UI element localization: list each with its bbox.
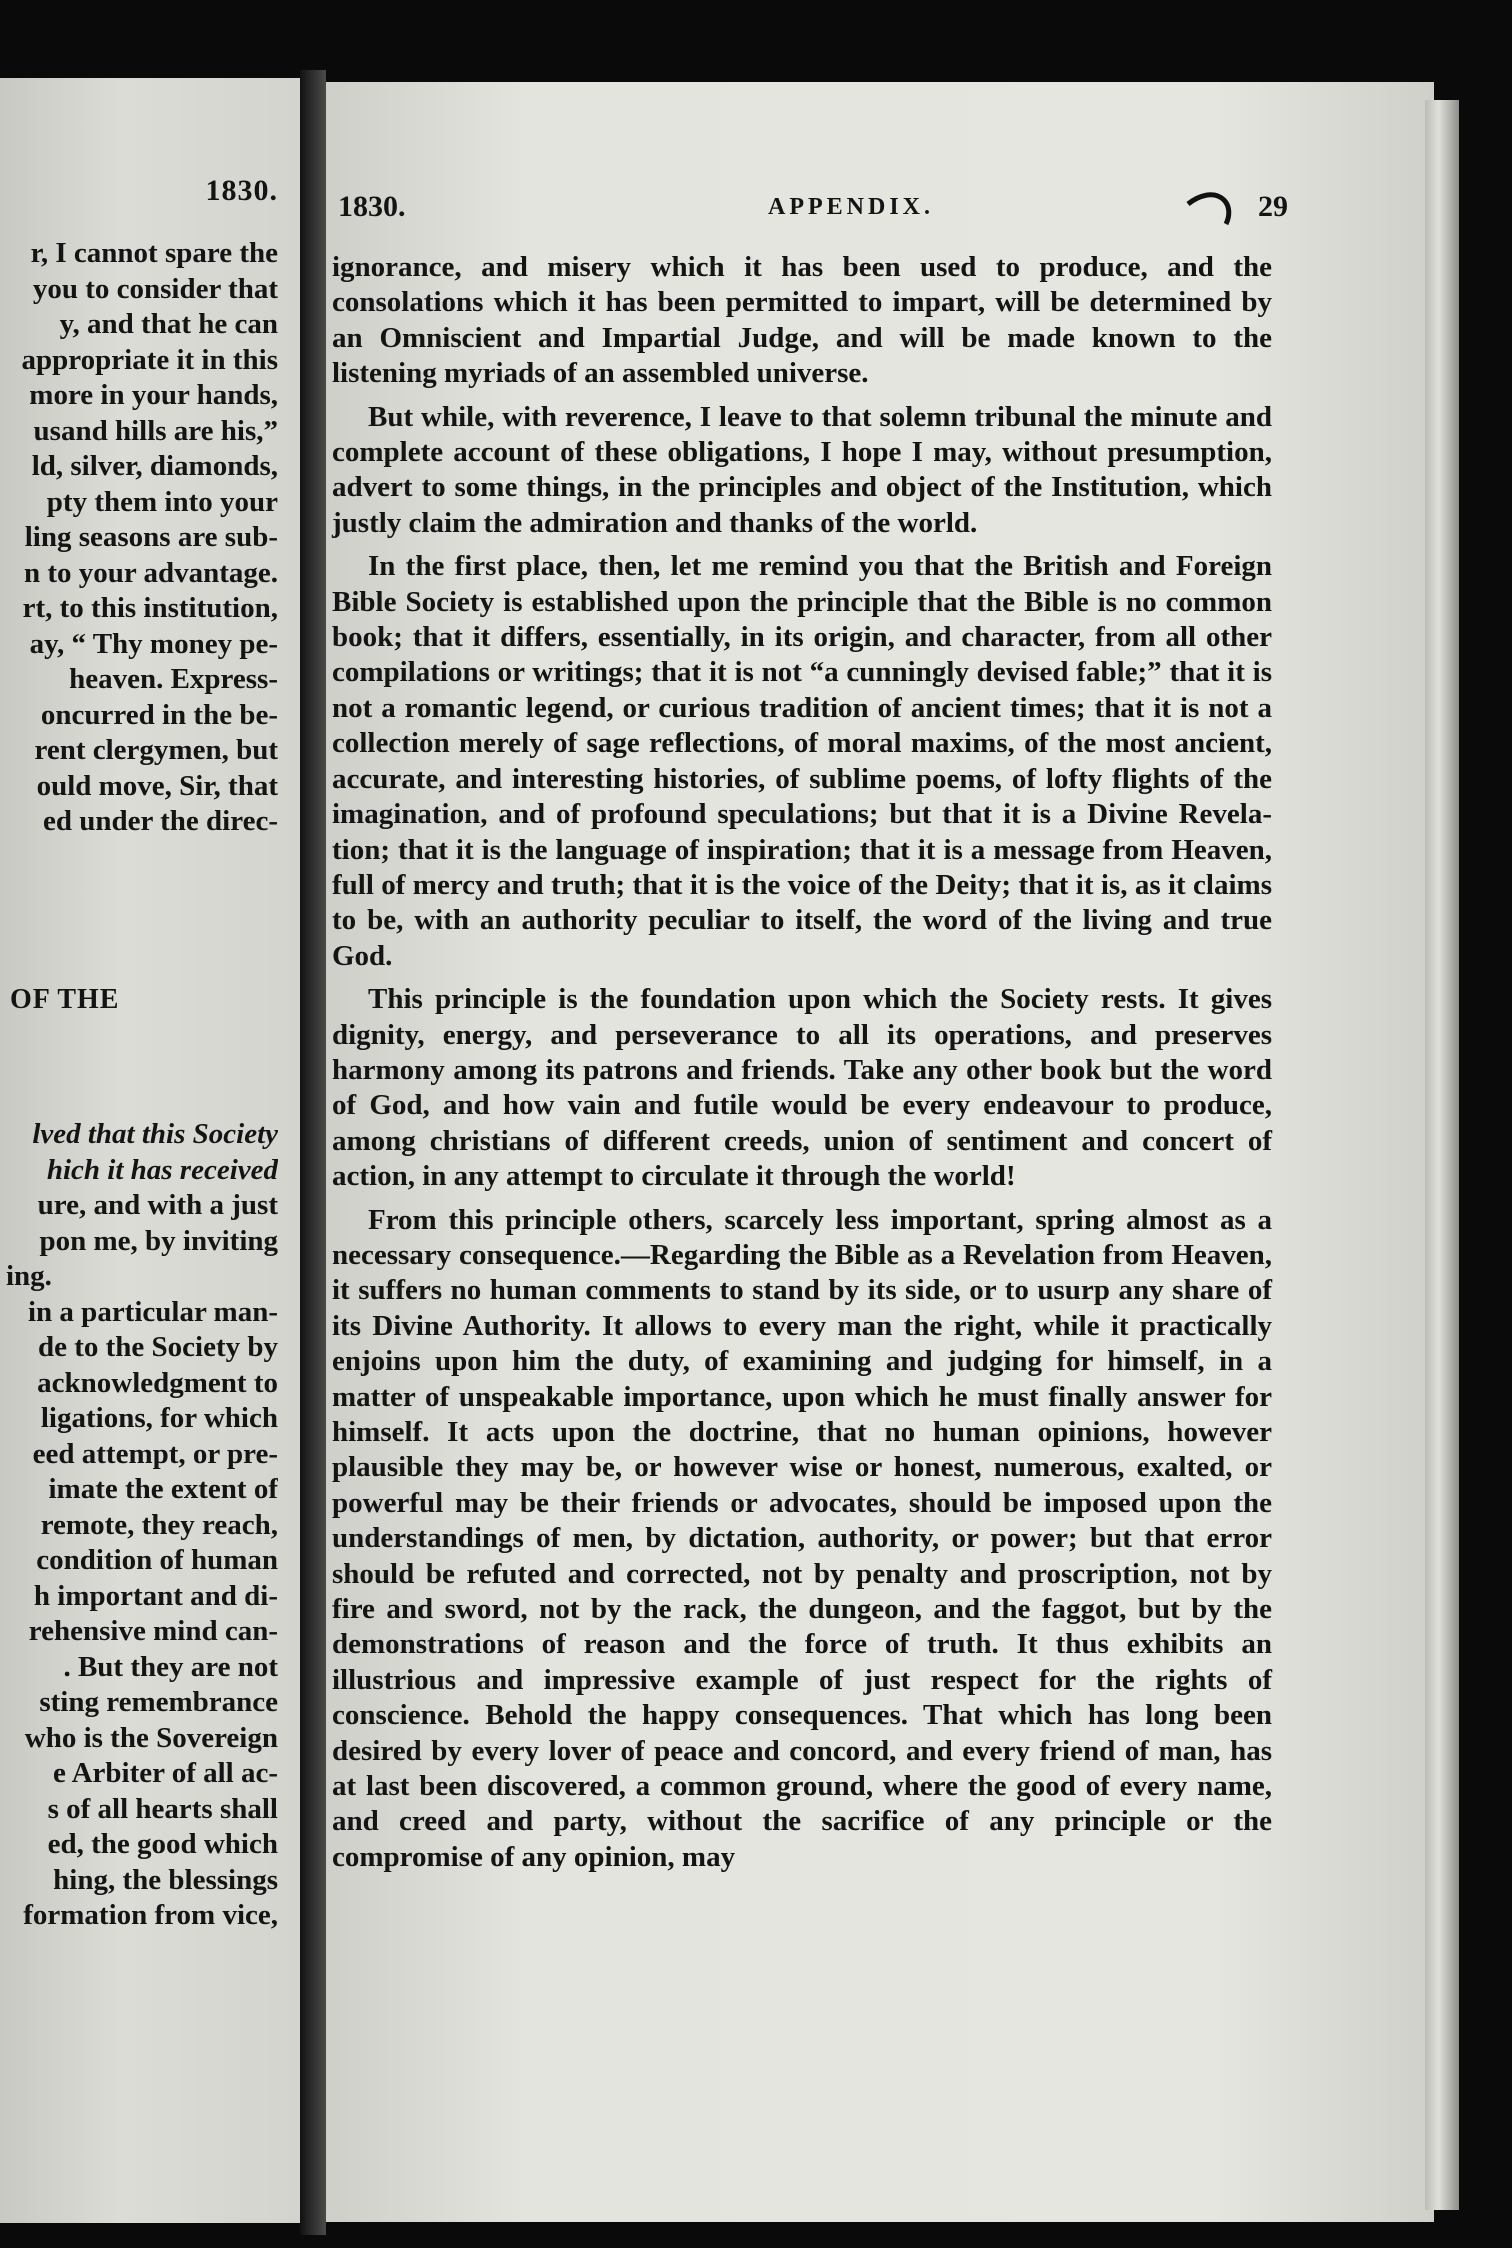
text-line: de to the Society by [37,1331,278,1363]
text-line: remote, they reach, [40,1508,278,1541]
paragraph: In the first place, then, let me remind you that the British and Foreign Bible Society is established upon the principle that the Bible is no common book; that it differs, essentially, in its origin, and character, from all other compilations or writings; that it is not “a cunningly devised fable;” that it is not a romantic legend, or curious tradition of ancient times; that it is not a collection merely of sage reflections, of moral maxims, of the most ancient, accurate, and interesting histories, of sublime poems, of lofty flights of the imagination, and of profound speculations; but that it is a Divine Revelation; that it is the language of inspiration; that it is a message from Heaven, full of mercy and truth; that it is the voice of the Deity; that it is, as it claims to be, with an authority peculiar to itself, the word of the living and true God. [332,550,1272,972]
text-line: hing, the blessings [53,1863,278,1896]
text-line: who is the Sovereign [24,1721,278,1754]
text-line: h important and di- [33,1579,278,1612]
paragraph: From this principle others, scarcely less important, spring almost as a necessary consequence.—Regarding the Bible as a Revelation from Heaven, it suffers no human comments to stand by its side, or to usurp any share of its Divine Authority. It allows to every man the right, while it practically enjoins upon him the duty, of examining and judging for himself, in a matter of unspeakable importance, upon which he must finally answer for himself. It acts upon the doctrine, that no human opinions, however plausible they may be, or however wise or honest, numerous, exalted, or powerful may be their friends or advocates, should be imposed upon the understandings of men, by dictation, authority, or power; but that error should be refuted and corrected, not by penalty and proscription, not by fire and sword, not by the rack, the dungeon, and the faggot, but by the demonstrations of reason and the force of truth. It thus exhibits an illustrious and impressive example of just respect for the rights of conscience. Behold the happy consequences. That which has long been desired by every lover of peace and concord, and every friend of man, has at last been discovered, a common ground, where the good of every name, and creed and party, without the sacrifice of any principle or the compromise of any opinion, may [332,1203,1272,1873]
pen-mark-icon [1184,166,1244,226]
book-gutter [300,70,326,2235]
text-line: you to consider that [32,272,278,305]
text-line: . But they are not [63,1650,278,1683]
running-header [338,190,1288,230]
text-line: rent clergymen, but [34,734,278,766]
text-line: n to your advantage. [23,556,278,589]
text-line: condition of human [36,1544,278,1576]
paragraph: This principle is the foundation upon which the Society rests. It gives dignity, energy, and perseverance to all its operations, and preserves harmony among its patrons and friends. Take any other book but the word of God, and how vain and futile would be every endeavour to produce, among christians of different creeds, union of sentiment and concert of action, in any attempt to circulate it through the world! [332,983,1272,1193]
text-line: imate the extent of [48,1473,278,1505]
text-line: ure, and with a just [37,1189,278,1221]
text-line: ed under the direc- [43,805,278,837]
text-line: ling seasons are sub- [24,521,278,553]
header-year: 1830. [338,190,406,223]
text-line-italic: lved that this Society [32,1118,278,1150]
text-line: in a particular man- [28,1295,278,1328]
body-text [332,250,1272,1883]
text-line: rt, to this institution, [22,592,278,624]
text-line: sting remembrance [39,1686,278,1718]
left-page-header: 1830. [205,174,278,207]
text-line: r, I cannot spare the [30,237,278,269]
text-line: s of all hearts shall [47,1792,278,1825]
text-line: ould move, Sir, that [36,769,278,802]
left-page-text [0,236,278,1934]
text-line: ing. [6,1260,52,1292]
text-line: heaven. Express- [69,663,278,695]
section-heading: OF THE [10,983,120,1015]
text-line: usand hills are his,” [33,414,278,447]
text-line: acknowledgment to [37,1366,278,1399]
text-line: ay, “ Thy money pe- [29,627,278,660]
text-line: rehensive mind can- [28,1615,278,1647]
text-line: pty them into your [46,485,278,518]
paragraph: But while, with reverence, I leave to that solemn tribunal the minute and complete account of these obligations, I hope I may, without presumption, advert to some things, in the principles and object of the Institution, which justly claim the admiration and thanks of the world. [332,400,1272,539]
text-line: ld, silver, diamonds, [31,450,278,482]
text-line: formation from vice, [23,1899,278,1931]
text-line-italic: hich it has received [46,1153,278,1186]
text-line: ed, the good which [47,1828,278,1860]
right-page [326,82,1434,2222]
text-line: ligations, for which [40,1402,278,1434]
text-line: more in your hands, [29,379,278,411]
header-title: APPENDIX. [768,194,934,220]
paragraph: ignorance, and misery which it has been used to produce, and the consolations which it has been permitted to impart, will be determined by an Omniscient and Impartial Judge, and will be made known to the listening myriads of an assembled universe. [332,251,1272,390]
page-edge [1425,100,1459,2210]
text-line: eed attempt, or pre- [32,1437,278,1470]
text-line: y, and that he can [59,308,278,340]
text-line: oncurred in the be- [40,698,278,731]
text-line: e Arbiter of all ac- [53,1757,278,1789]
page-number: 29 [1258,190,1288,223]
text-line: pon me, by inviting [39,1224,278,1257]
left-page [0,78,300,2223]
text-line: appropriate it in this [21,343,278,376]
